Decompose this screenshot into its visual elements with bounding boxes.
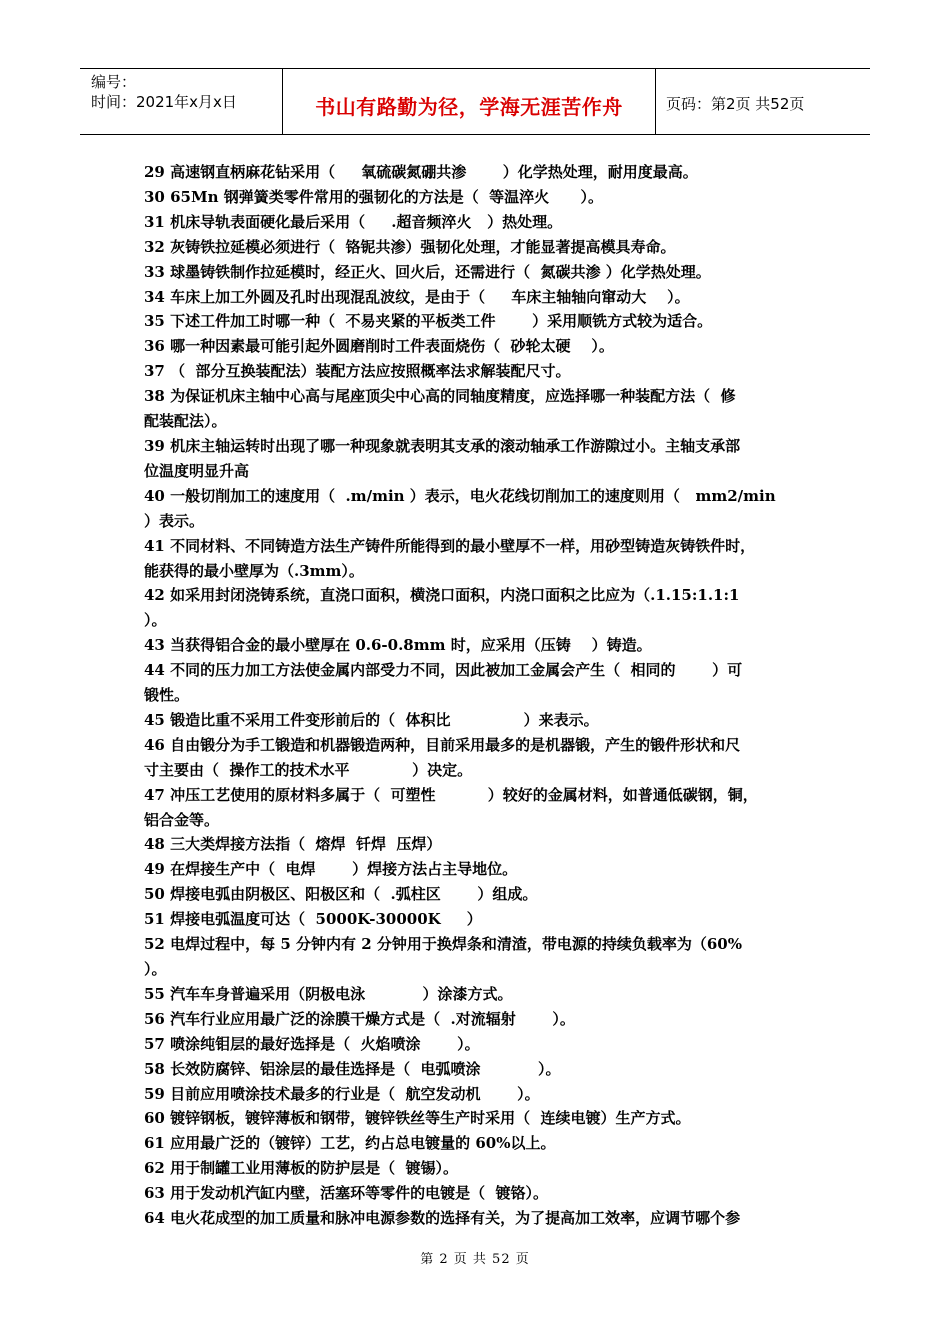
text-line: 61 应用最广泛的（镀锌）工艺，约占总电镀量的 60%以上。	[144, 1134, 556, 1153]
text-line: 40 一般切削加工的速度用（ .m/min ）表示，电火花线切削加工的速度则用（ mm2/min	[144, 486, 776, 505]
text-line: 44 不同的压力加工方法使金属内部受力不同，因此被加工金属会产生（ 相同的 ）可	[144, 661, 743, 680]
text-line: 39 机床主轴运转时出现了哪一种现象就表明其支承的滚动轴承工作游隙过小。主轴支承部	[144, 436, 741, 455]
text-line: 60 镀锌钢板，镀锌薄板和钢带，镀锌铁丝等生产时采用（ 连续电镀）生产方式。	[144, 1109, 691, 1128]
text-line: 48 三大类焊接方法指（ 熔焊 钎焊 压焊）	[144, 835, 442, 854]
text-line: 59 目前应用喷涂技术最多的行业是（ 航空发动机 ）。	[144, 1084, 540, 1103]
question-list	[144, 160, 816, 1231]
text-line: 35 下述工件加工时哪一种（ 不易夹紧的平板类工件 ）采用顺铣方式较为适合。	[144, 312, 713, 331]
text-line: 64 电火花成型的加工质量和脉冲电源参数的选择有关，为了提高加工效率，应调节哪个参	[144, 1209, 741, 1228]
text-line: 51 焊接电弧温度可达（ 5000K-30000K ）	[144, 910, 482, 929]
text-line: 42 如采用封闭浇铸系统，直浇口面积，横浇口面积，内浇口面积之比应为（.1.15:1.1:1	[144, 586, 740, 605]
text-line: 57 喷涂纯钼层的最好选择是（ 火焰喷涂 ）。	[144, 1034, 480, 1053]
text-line: 52 电焊过程中，每 5 分钟内有 2 分钟用于换焊条和清渣，带电源的持续负载率为（60%	[144, 935, 742, 954]
text-line: 45 锻造比重不采用工件变形前后的（ 体积比 ）来表示。	[144, 710, 599, 729]
text-line: 55 汽车车身普遍采用（阴极电泳 ）涂漆方式。	[144, 984, 513, 1003]
text-line: 41 不同材料、不同铸造方法生产铸件所能得到的最小壁厚不一样，用砂型铸造灰铸铁件时，	[144, 536, 756, 555]
text-line: 31 机床导轨表面硬化最后采用（ .超音频淬火 ）热处理。	[144, 212, 563, 231]
header-motto: 书山有路勤为径，学海无涯苦作舟	[283, 69, 656, 134]
text-line: ）。	[144, 611, 167, 630]
text-line: 43 当获得铝合金的最小壁厚在 0.6-0.8mm 时，应采用（压铸 ）铸造。	[144, 636, 652, 655]
text-line: 能获得的最小壁厚为（.3mm）。	[144, 561, 364, 580]
text-line: 33 球墨铸铁制作拉延模时，经正火、回火后，还需进行（ 氮碳共渗 ）化学热处理。	[144, 262, 711, 281]
text-line: 32 灰铸铁拉延模必须进行（ 铬铌共渗）强韧化处理，才能显著提高模具寿命。	[144, 237, 676, 256]
text-line: 锻性。	[144, 686, 190, 705]
text-line: 36 哪一种因素最可能引起外圆磨削时工件表面烧伤（ 砂轮太硬 ）。	[144, 337, 614, 356]
date-line: 时间：2021年x月x日	[91, 93, 237, 111]
header-page-info: 页码：第2页 共52页	[666, 95, 805, 113]
page-footer: 第 2 页 共 52 页	[420, 1252, 530, 1267]
text-line: 50 焊接电弧由阴极区、阳极区和（ .弧柱区 ）组成。	[144, 885, 538, 904]
text-line: 29 高速钢直柄麻花钻采用（ 氧硫碳氮硼共渗 ）化学热处理，耐用度最高。	[144, 163, 698, 181]
text-line: ）表示。	[144, 511, 205, 530]
text-line: 62 用于制罐工业用薄板的防护层是（ 镀锡）。	[144, 1159, 459, 1178]
text-line: 56 汽车行业应用最广泛的涂膜干燥方式是（ .对流辐射 ）。	[144, 1009, 575, 1028]
text-line: 37 （ 部分互换装配法）装配方法应按照概率法求解装配尺寸。	[144, 362, 571, 381]
text-line: 配装配法）。	[144, 412, 227, 431]
header-table	[80, 68, 870, 135]
text-line: 46 自由锻分为手工锻造和机器锻造两种，目前采用最多的是机器锻，产生的锻件形状和尺	[144, 735, 741, 754]
serial-label: 编号：	[91, 73, 137, 91]
text-line: 寸主要由（ 操作工的技术水平 ）决定。	[144, 760, 473, 779]
text-line: 30 65Mn 钢弹簧类零件常用的强韧化的方法是（ 等温淬火 ）。	[144, 187, 603, 206]
text-line: 49 在焊接生产中（ 电焊 ）焊接方法占主导地位。	[144, 860, 518, 879]
text-line: ）。	[144, 960, 167, 978]
text-line: 58 长效防腐锌、铝涂层的最佳选择是（ 电弧喷涂 ）。	[144, 1059, 561, 1078]
text-line: 63 用于发动机汽缸内壁，活塞环等零件的电镀是（ 镀铬）。	[144, 1184, 549, 1203]
text-line: 34 车床上加工外圆及孔时出现混乱波纹，是由于（ 车床主轴轴向窜动大 ）。	[144, 287, 690, 306]
text-line: 位温度明显升高	[144, 461, 250, 480]
text-line: 47 冲压工艺使用的原材料多属于（ 可塑性 ）较好的金属材料，如普通低碳钢，铜，	[144, 785, 758, 804]
header-meta-cell	[80, 69, 283, 134]
text-line: 铝合金等。	[144, 810, 220, 829]
text-line: 38 为保证机床主轴中心高与尾座顶尖中心高的同轴度精度，应选择哪一种装配方法（ 修	[144, 387, 736, 406]
